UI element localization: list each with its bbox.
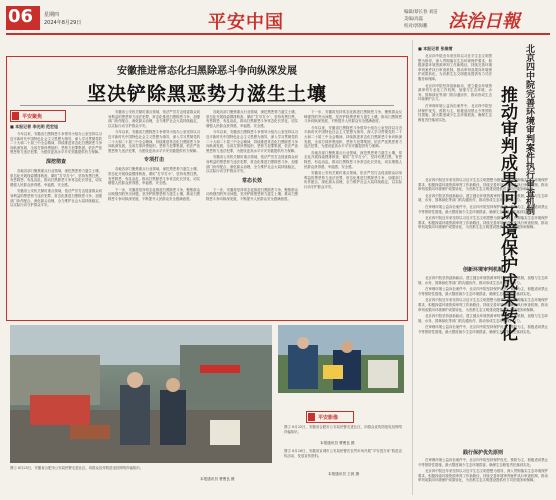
issue-date: 2024年8月29日	[44, 20, 82, 26]
main-para-b2: 各地各部门聚焦重点行业领域，深挖黑恶势力滋生土壤，常态化开展线索摸排核查，紧盯“打早打小”，坚持有黑扫黑、有恶除恶、有乱治乱，推动扫黑除恶斗争常态化长效化，切实增强人民群众获得感、幸福感、安全感。	[108, 167, 200, 186]
right-vertical-headline: 推动审判成果向环境保护成果转化	[497, 86, 517, 341]
main-col-2	[108, 110, 200, 316]
right-para-c5: 在审理环境公益诉讼案件中，北京四中院坚持保护优先、预防为主，积极适用禁止令等预防性措施，最大限度减少生态环境损害，确保生态修复责任落到实处。	[418, 458, 548, 467]
right-para-c3: 在审理环境公益诉讼案件中，北京四中院坚持保护优先、预防为主，积极适用禁止令等预防性措施，最大限度减少生态环境损害，确保生态修复责任落到实处。	[418, 287, 548, 296]
newspaper-logo: 法治日報	[448, 11, 520, 32]
main-para-d4: 下一步，安徽将坚持常态化推进扫黑除恶斗争，聚焦群众反映强烈的突出问题，坚决铲除黑恶势力滋生土壤，推动扫黑除恶斗争向纵深发展，不断提升人民群众安全感满意度。	[304, 110, 402, 124]
right-para-a: 北京四中院近年来坚持以习近平生态文明思想为指导，深入贯彻落实生态环境保护要求，积极探索环境资源审判工作新路径，持续完善环境审判案件执行审查机制，推动审判成果向环境保护成果转化，为首都生态文明建设提供有力司法服务和保障。	[418, 54, 492, 81]
photo-tag	[306, 411, 354, 423]
main-para-b3: 各地各部门聚焦重点行业领域，深挖黑恶势力滋生土壤，常态化开展线索摸排核查，紧盯“打早打小”，坚持有黑扫黑、有恶除恶、有乱治乱，推动扫黑除恶斗争常态化长效化，切实增强人民群众获得感、幸福感、安全感。	[206, 110, 298, 128]
main-para-a3: 今年以来，安徽省扫黑除恶斗争领导小组办公室坚持以习近平新时代中国特色社会主义思想为指导，深入学习贯彻党的二十大和二十届三中全会精神，持续推进常态化扫黑除恶斗争向纵深发展，全省打掉涉黑组织、恶势力犯罪集团，依法严惩黑恶势力违法犯罪，为建设更高水平平安安徽提供有力保障。	[206, 130, 298, 153]
right-para-b: 北京四中院坚持创新驱动，建立健全环境资源审判专业化工作机制，加强与生态环境、水务、园林绿化等部门的沟通协作，推动形成生态环境保护合力。	[418, 83, 492, 102]
main-headline: 坚决铲除黑恶势力滋生土壤	[86, 83, 327, 105]
right-para-a5: 北京四中院近年来坚持以习近平生态文明思想为指导，深入贯彻落实生态环境保护要求，积极探索环境资源审判工作新路径，持续完善环境审判案件执行审查机制，推动审判成果向环境保护成果转化，为首都生态文明建设提供有力司法服务和保障。	[418, 469, 548, 483]
page-number: 06	[8, 6, 34, 27]
column-divider	[412, 40, 413, 495]
weekday: 星期四	[44, 12, 60, 18]
right-para-a2: 北京四中院近年来坚持以习近平生态文明思想为指导，深入贯彻落实生态环境保护要求，积极探索环境资源审判工作新路径，持续完善环境审判案件执行审查机制，推动审判成果向环境保护成果转化，为首都生态文明建设提供有力司法服务和保障。	[418, 178, 548, 192]
editor-1: 编辑/蔡长春	[404, 10, 428, 15]
main-para-d2: 下一步，安徽将坚持常态化推进扫黑除恶斗争，聚焦群众反映强烈的突出问题，坚决铲除黑恶势力滋生土壤，推动扫黑除恶斗争向纵深发展，不断提升人民群众安全感满意度。	[108, 187, 200, 201]
photo-1-credit-bottom: 本报通讯员 曹俊良 摄	[200, 477, 235, 481]
right-vertical-kicker: 北京四中院完善环境审判案件执行审查机制	[524, 44, 534, 215]
tag-icon	[12, 112, 19, 120]
photo-2	[278, 325, 404, 393]
main-para-d3: 下一步，安徽将坚持常态化推进扫黑除恶斗争，聚焦群众反映强烈的突出问题，坚决铲除黑恶势力滋生土壤，推动扫黑除恶斗争向纵深发展，不断提升人民群众安全感满意度。	[206, 187, 298, 201]
main-col-4	[304, 110, 402, 316]
main-col-3	[206, 110, 298, 316]
right-para-b4: 北京四中院坚持创新驱动，建立健全环境资源审判专业化工作机制，加强与生态环境、水务、园林绿化等部门的沟通协作，推动形成生态环境保护合力。	[418, 314, 548, 323]
photo-1-scene	[10, 325, 272, 463]
main-para-c4: 安徽省公安机关紧盯重点领域，依法严厉打击侵害群众切身利益的黑恶势力违法犯罪，常态化推进扫黑除恶斗争，加强部门协作配合，深化源头治理，全力维护社会大局持续稳定，以实际行动守护群众平安。	[304, 171, 402, 189]
photo-tag-icon	[308, 413, 315, 421]
right-col-d	[418, 458, 548, 496]
subhead-3: 常态长效	[241, 177, 262, 184]
caption-1: 图① 8月25日，安徽省合肥市公安局民警走进社区，向群众宣传防范电信网络诈骗知识。	[284, 425, 402, 434]
photo-1-caption-bottom: 图① 8月25日，安徽省合肥市公安局民警走进社区，向群众宣传防范电信网络诈骗知识。	[10, 466, 143, 470]
photo-2-scene	[278, 325, 404, 393]
main-para-a2: 今年以来，安徽省扫黑除恶斗争领导小组办公室坚持以习近平新时代中国特色社会主义思想为指导，深入学习贯彻党的二十大和二十届三中全会精神，持续推进常态化扫黑除恶斗争向纵深发展，全省打掉涉黑组织、恶势力犯罪集团，依法严惩黑恶势力违法犯罪，为建设更高水平平安安徽提供有力保障。	[108, 130, 200, 153]
right-subhead-2: 践行保护优先原则	[462, 450, 503, 456]
main-kicker: 安徽推进常态化扫黑除恶斗争向纵深发展	[117, 66, 297, 77]
headline-rule	[20, 105, 394, 106]
main-para-b: 各地各部门聚焦重点行业领域，深挖黑恶势力滋生土壤，常态化开展线索摸排核查，紧盯“打早打小”，坚持有黑扫黑、有恶除恶、有乱治乱，推动扫黑除恶斗争常态化长效化，切实增强人民群众获得感、幸福感、安全感。	[10, 168, 102, 187]
caption-2: 图② 8月26日，安徽省宣城市公安局民警在农贸市场开展“平安进万家”防范宣传活动，发放宣传资料。	[284, 449, 402, 458]
subhead-2: 专项打击	[143, 157, 164, 164]
main-col-1	[10, 132, 102, 316]
right-para-b3: 北京四中院坚持创新驱动，建立健全环境资源审判专业化工作机制，加强与生态环境、水务、园林绿化等部门的沟通协作，推动形成生态环境保护合力。	[418, 276, 548, 285]
right-para-a4: 北京四中院近年来坚持以习近平生态文明思想为指导，深入贯彻落实生态环境保护要求，积极探索环境资源审判工作新路径，持续完善环境审判案件执行审查机制，推动审判成果向环境保护成果转化，为首都生态文明建设提供有力司法服务和保障。	[418, 298, 548, 312]
header-rule	[6, 33, 550, 35]
main-para-c: 安徽省公安机关紧盯重点领域，依法严厉打击侵害群众切身利益的黑恶势力违法犯罪，常态化推进扫黑除恶斗争，加强部门协作配合，深化源头治理，全力维护社会大局持续稳定，以实际行动守护群众平安。	[10, 189, 102, 208]
editor-credits	[404, 9, 438, 30]
main-para-c2: 安徽省公安机关紧盯重点领域，依法严厉打击侵害群众切身利益的黑恶势力违法犯罪，常态化推进扫黑除恶斗争，加强部门协作配合，深化源头治理，全力维护社会大局持续稳定，以实际行动守护群众平安。	[108, 110, 200, 128]
right-byline: ■ 本报记者 张维雪	[418, 46, 453, 51]
editor-3: 校对/郭海鹏	[404, 24, 428, 29]
editor-1b: 刘洁	[428, 10, 438, 15]
right-para-b2: 北京四中院坚持创新驱动，建立健全环境资源审判专业化工作机制，加强与生态环境、水务、园林绿化等部门的沟通协作，推动形成生态环境保护合力。	[418, 193, 548, 203]
main-byline: ■ 本报记者 李光明 范宏旭	[10, 124, 58, 129]
main-para-a4: 今年以来，安徽省扫黑除恶斗争领导小组办公室坚持以习近平新时代中国特色社会主义思想为指导，深入学习贯彻党的二十大和二十届三中全会精神，持续推进常态化扫黑除恶斗争向纵深发展，全省打掉涉黑组织、恶势力犯罪集团，依法严惩黑恶势力违法犯罪，为建设更高水平平安安徽提供有力保障。	[304, 125, 402, 149]
right-col-a	[418, 54, 492, 172]
subhead-1: 深挖彻查	[45, 158, 66, 165]
right-para-c4: 在审理环境公益诉讼案件中，北京四中院坚持保护优先、预防为主，积极适用禁止令等预防性措施，最大限度减少生态环境损害，确保生态修复责任落到实处。	[418, 325, 548, 334]
right-para-c: 在审理环境公益诉讼案件中，北京四中院坚持保护优先、预防为主，积极适用禁止令等预防性措施，最大限度减少生态环境损害，确保生态修复责任落到实处。	[418, 103, 492, 122]
main-para-c3: 安徽省公安机关紧盯重点领域，依法严厉打击侵害群众切身利益的黑恶势力违法犯罪，常态化推进扫黑除恶斗争，加强部门协作配合，深化源头治理，全力维护社会大局持续稳定，以实际行动守护群众平安。	[206, 155, 298, 174]
main-para-b4: 各地各部门聚焦重点行业领域，深挖黑恶势力滋生土壤，常态化开展线索摸排核查，紧盯“打早打小”，坚持有黑扫黑、有恶除恶、有乱治乱，推动扫黑除恶斗争常态化长效化，切实增强人民群众获得感、幸福感、安全感。	[304, 150, 402, 169]
editor-2: 美编/高磊	[404, 17, 424, 22]
credit-1: 本报通讯员 曹俊良 摄	[320, 441, 355, 445]
right-para-c2: 在审理环境公益诉讼案件中，北京四中院坚持保护优先、预防为主，积极适用禁止令等预防性措施，最大限度减少生态环境损害，确保生态修复责任落到实处。	[418, 204, 548, 214]
photo-tag-label: 平安影像	[318, 415, 339, 421]
right-para-a3: 北京四中院近年来坚持以习近平生态文明思想为指导，深入贯彻落实生态环境保护要求，积极探索环境资源审判工作新路径，持续完善环境审判案件执行审查机制，推动审判成果向环境保护成果转化，为首都生态文明建设提供有力司法服务和保障。	[418, 216, 548, 230]
credit-2: 本报通讯员 王晨 摄	[328, 472, 360, 476]
main-para-a: 今年以来，安徽省扫黑除恶斗争领导小组办公室坚持以习近平新时代中国特色社会主义思想为指导，深入学习贯彻党的二十大和二十届三中全会精神，持续推进常态化扫黑除恶斗争向纵深发展，全省打掉涉黑组织、恶势力犯罪集团，依法严惩黑恶势力违法犯罪，为建设更高水平平安安徽提供有力保障。	[10, 132, 102, 155]
photo-1	[10, 325, 272, 463]
column-tag	[10, 110, 66, 122]
right-col-c	[418, 276, 548, 446]
right-subhead-1: 创新环境审判机制	[462, 267, 503, 273]
right-col-b	[418, 178, 548, 262]
section-title: 平安中国	[208, 12, 284, 33]
column-tag-label: 平安聚焦	[22, 114, 43, 120]
